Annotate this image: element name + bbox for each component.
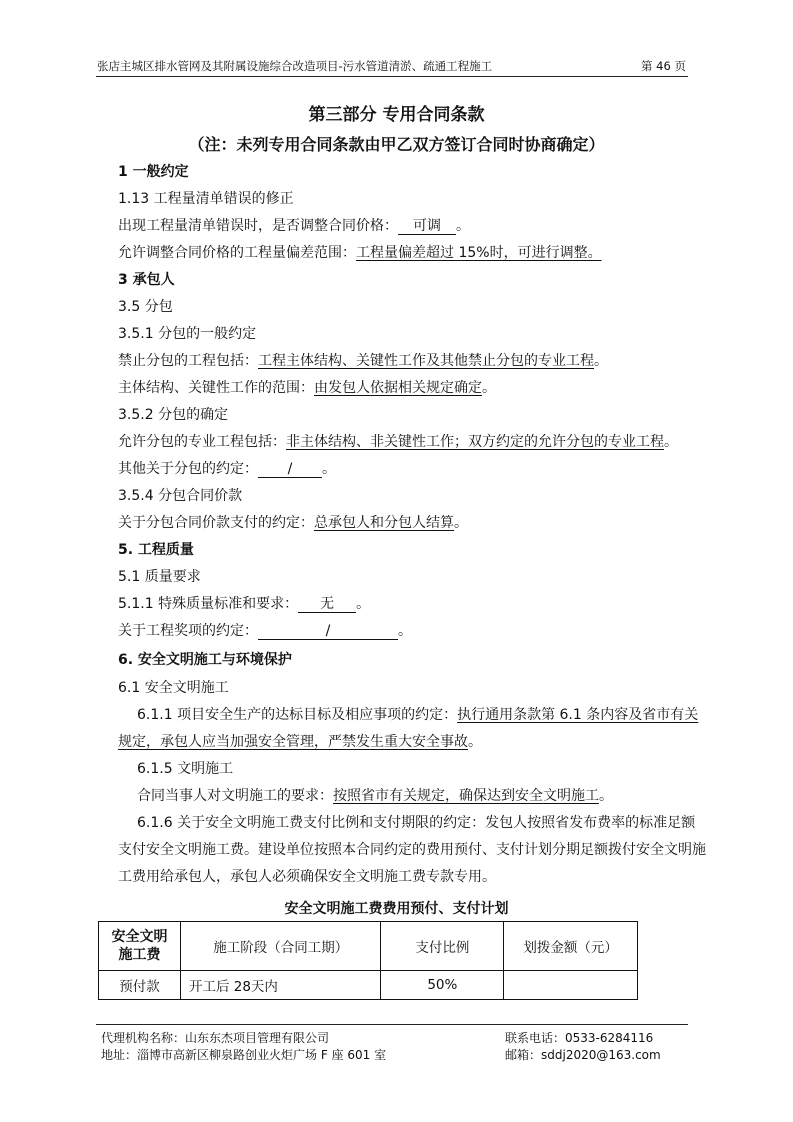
q-label: 5.1.1 特殊质量标准和要求： (118, 596, 299, 612)
period: 。 (599, 788, 613, 804)
footer-rule (96, 1024, 688, 1025)
period: 。 (322, 461, 336, 477)
q-value: 工程主体结构、关键性工作及其他禁止分包的专业工程 (258, 353, 594, 369)
q-label: 关于分包合同价款支付的约定： (118, 515, 314, 531)
q-label: 允许分包的专业工程包括： (118, 434, 286, 450)
clause-5-awards (118, 621, 412, 641)
q-value: 执行通用条款第 6.1 条内容及省市有关 (457, 707, 699, 723)
q-value: 规定，承包人应当加强安全管理，严禁发生重大安全事故 (118, 734, 468, 750)
clause-6-1-6-line2: 支付安全文明施工费。建设单位按照本合同约定的费用预付、支付计划分期足额拨付安全文明施 (118, 842, 706, 858)
footer-phone: 联系电话：0533-6284116 (505, 1031, 654, 1045)
q-label: 禁止分包的工程包括： (118, 353, 258, 369)
clause-3-5: 3.5 分包 (118, 299, 173, 315)
clause-3-5-2-q3 (118, 432, 678, 452)
q-label: 6.1.1 项目安全生产的达标目标及相应事项的约定： (137, 707, 458, 723)
table-caption: 安全文明施工费费用预付、支付计划 (284, 901, 509, 917)
header-cell: 划拨金额（元） (504, 922, 638, 971)
clause-1-13-q2 (118, 243, 602, 263)
q-label: 出现工程量清单错误时，是否调整合同价格： (118, 218, 398, 234)
header-project: 张店主城区排水管网及其附属设施综合改造项目-污水管道清淤、疏通工程施工 (97, 59, 493, 73)
q-value: / (258, 461, 322, 478)
header-rule (96, 76, 688, 77)
clause-1-13: 1.13 工程量清单错误的修正 (118, 191, 294, 207)
clause-3-5-1: 3.5.1 分包的一般约定 (118, 326, 257, 342)
clause-3-5-2: 3.5.2 分包的确定 (118, 407, 229, 423)
payment-plan-table (98, 921, 638, 1000)
period: 。 (356, 596, 371, 612)
table-row (99, 971, 638, 1000)
clause-3-5-4-q5 (118, 513, 468, 533)
clause-5-1: 5.1 质量要求 (118, 569, 201, 585)
header-cell: 安全文明施工费 (99, 922, 181, 971)
clause-6-1-6-line3: 工费用给承包人，承包人必须确保安全文明施工费专款专用。 (118, 869, 496, 885)
clause-6-1-5: 6.1.5 文明施工 (137, 761, 234, 777)
q-label: 主体结构、关键性工作的范围： (118, 380, 314, 396)
clause-6-1-1-cont (118, 732, 482, 752)
table-cell: 50% (381, 971, 504, 1000)
clause-6-1-5-q (137, 786, 613, 806)
page-number: 第 46 页 (641, 59, 686, 73)
q-label: 其他关于分包的约定： (118, 461, 258, 477)
period: 。 (594, 353, 608, 369)
period: 。 (482, 380, 496, 396)
table-cell (504, 971, 638, 1000)
section-3-heading: 3 承包人 (118, 272, 175, 288)
header-cell: 施工阶段（合同工期） (180, 922, 381, 971)
period: 。 (454, 515, 468, 531)
period: 。 (664, 434, 678, 450)
table-header-row (99, 922, 638, 971)
clause-3-5-1-q2 (118, 378, 496, 398)
clause-6-1-6-line1: 6.1.6 关于安全文明施工费支付比例和支付期限的约定：发包人按照省发布费率的标准足额 (137, 815, 696, 831)
q-value: 按照省市有关规定，确保达到安全文明施工 (333, 788, 599, 804)
q-value: 非主体结构、非关键性工作；双方约定的允许分包的专业工程 (286, 434, 664, 450)
q-value: 工程量偏差超过 15%时，可进行调整。 (356, 245, 602, 261)
q-label: 合同当事人对文明施工的要求： (137, 788, 333, 804)
clause-1-13-q1 (118, 216, 470, 236)
period: 。 (456, 218, 470, 234)
footer-agency: 代理机构名称：山东东杰项目管理有限公司 (101, 1031, 330, 1045)
clause-6-1: 6.1 安全文明施工 (118, 680, 229, 696)
clause-3-5-1-q1 (118, 351, 608, 371)
table-cell: 预付款 (99, 971, 181, 1000)
section-6-heading: 6. 安全文明施工与环境保护 (118, 652, 292, 668)
section-5-heading: 5. 工程质量 (118, 542, 194, 558)
section-1-heading: 1 一般约定 (118, 164, 189, 180)
clause-5-1-1 (118, 594, 370, 614)
q-value: 无 (298, 596, 356, 613)
period: 。 (468, 734, 482, 750)
q-value: 由发包人依据相关规定确定 (314, 380, 482, 396)
q-value: 可调 (398, 218, 456, 235)
q-label: 允许调整合同价格的工程量偏差范围： (118, 245, 356, 261)
footer-email: 邮箱：sddj2020@163.com (505, 1048, 661, 1062)
table-cell: 开工后 28天内 (180, 971, 381, 1000)
q-label: 关于工程奖项的约定： (118, 623, 258, 639)
clause-3-5-4: 3.5.4 分包合同价款 (118, 488, 243, 504)
q-value: / (258, 623, 398, 640)
q-value: 总承包人和分包人结算 (314, 515, 454, 531)
page-subtitle: （注：未列专用合同条款由甲乙双方签订合同时协商确定） (188, 135, 605, 154)
header-cell: 支付比例 (381, 922, 504, 971)
footer-address: 地址：淄博市高新区柳泉路创业火炬广场 F 座 601 室 (101, 1048, 387, 1062)
page-title: 第三部分 专用合同条款 (308, 105, 485, 125)
clause-3-5-2-q4 (118, 459, 336, 479)
clause-6-1-1 (137, 705, 698, 725)
period: 。 (398, 623, 412, 639)
